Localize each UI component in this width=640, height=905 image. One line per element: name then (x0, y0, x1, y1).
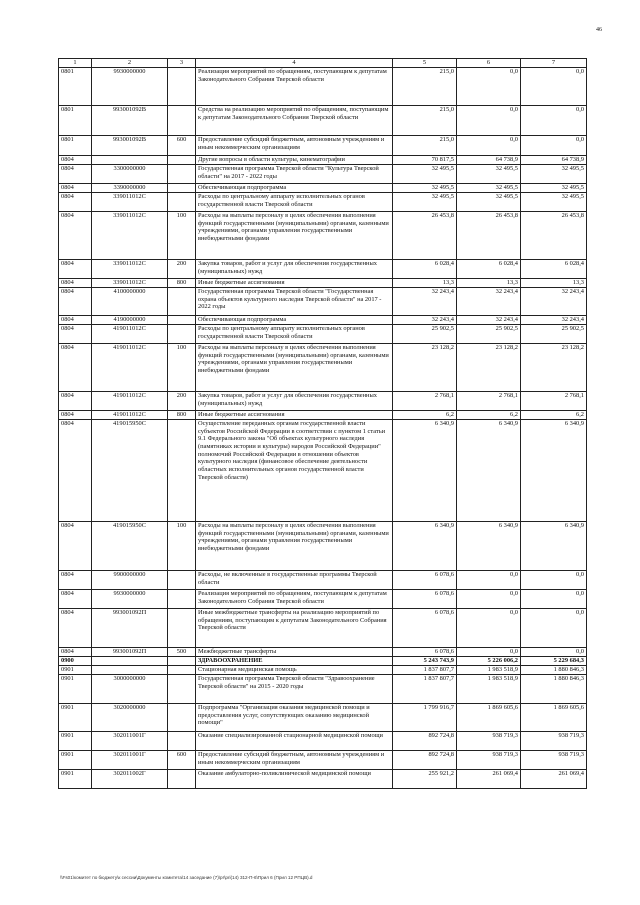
amount-year2-cell: 13,3 (457, 279, 521, 288)
description-cell: Расходы, не включенные в государственные программы Тверской области (196, 571, 393, 590)
amount-year1-cell: 892 724,8 (393, 751, 457, 770)
table-row (59, 325, 587, 344)
amount-year3-cell: 6 340,9 (521, 420, 587, 522)
expense-type-cell: 800 (168, 279, 196, 288)
amount-year2-cell: 23 128,2 (457, 344, 521, 392)
amount-year2-cell: 1 983 518,9 (457, 666, 521, 675)
amount-year1-cell: 5 243 743,9 (393, 657, 457, 666)
expense-type-cell (168, 68, 196, 106)
section-code-cell: 0801 (59, 136, 92, 156)
description-cell: Предоставление субсидий бюджетным, автономным учреждениям и иным некоммерческим организациям (196, 136, 393, 156)
column-header: 6 (457, 59, 521, 68)
target-article-cell: 9900000000 (92, 571, 168, 590)
column-header: 7 (521, 59, 587, 68)
amount-year2-cell: 0,0 (457, 648, 521, 657)
amount-year2-cell: 32 495,5 (457, 193, 521, 212)
table-row (59, 344, 587, 392)
amount-year2-cell: 0,0 (457, 136, 521, 156)
target-article-cell: 339011012С (92, 260, 168, 279)
expense-type-cell (168, 325, 196, 344)
amount-year3-cell: 26 453,8 (521, 212, 587, 260)
amount-year2-cell: 938 719,3 (457, 751, 521, 770)
amount-year1-cell: 215,0 (393, 68, 457, 106)
budget-table (58, 58, 587, 789)
expense-type-cell: 600 (168, 751, 196, 770)
section-code-cell: 0804 (59, 590, 92, 609)
amount-year1-cell: 2 768,1 (393, 392, 457, 411)
amount-year3-cell: 0,0 (521, 648, 587, 657)
amount-year2-cell: 1 983 518,9 (457, 675, 521, 704)
target-article-cell: 9930000000 (92, 68, 168, 106)
amount-year1-cell: 6 078,6 (393, 590, 457, 609)
expense-type-cell: 600 (168, 136, 196, 156)
column-header: 2 (92, 59, 168, 68)
column-header: 4 (196, 59, 393, 68)
column-header: 3 (168, 59, 196, 68)
section-code-cell: 0804 (59, 325, 92, 344)
section-code-cell: 0804 (59, 156, 92, 165)
table-row (59, 657, 587, 666)
description-cell: Иные бюджетные ассигнования (196, 279, 393, 288)
section-code-cell: 0804 (59, 411, 92, 420)
section-code-cell: 0804 (59, 288, 92, 316)
section-code-cell: 0804 (59, 344, 92, 392)
amount-year3-cell: 1 880 846,3 (521, 675, 587, 704)
expense-type-cell: 100 (168, 522, 196, 571)
amount-year3-cell: 0,0 (521, 609, 587, 648)
target-article-cell: 419011012С (92, 325, 168, 344)
amount-year2-cell: 938 719,3 (457, 732, 521, 751)
amount-year3-cell: 6 028,4 (521, 260, 587, 279)
amount-year3-cell: 0,0 (521, 68, 587, 106)
amount-year1-cell: 1 837 807,7 (393, 666, 457, 675)
description-cell: Расходы на выплаты персоналу в целях обеспечения выполнения функций государственными (муниципальными) органами, казенными учреждениями, органами управления государственными внебюджетными фондами (196, 344, 393, 392)
section-code-cell: 0804 (59, 648, 92, 657)
column-header: 5 (393, 59, 457, 68)
amount-year3-cell: 0,0 (521, 136, 587, 156)
amount-year3-cell: 23 128,2 (521, 344, 587, 392)
amount-year1-cell: 1 837 807,7 (393, 675, 457, 704)
table-row (59, 288, 587, 316)
amount-year1-cell: 13,3 (393, 279, 457, 288)
amount-year3-cell: 0,0 (521, 571, 587, 590)
amount-year1-cell: 6 078,6 (393, 609, 457, 648)
table-row (59, 666, 587, 675)
description-cell: Иные межбюджетные трансферты на реализацию мероприятий по обращениям, поступающим к депутатам Законодательного Собрания Тверской области (196, 609, 393, 648)
description-cell: Межбюджетные трансферты (196, 648, 393, 657)
target-article-cell: 3300000000 (92, 165, 168, 184)
amount-year2-cell: 6 340,9 (457, 420, 521, 522)
amount-year2-cell: 64 738,9 (457, 156, 521, 165)
target-article-cell: 4190000000 (92, 316, 168, 325)
table-row (59, 184, 587, 193)
target-article-cell: 419015950С (92, 420, 168, 522)
amount-year3-cell: 6 340,9 (521, 522, 587, 571)
expense-type-cell: 200 (168, 260, 196, 279)
section-code-cell: 0901 (59, 666, 92, 675)
expense-type-cell (168, 420, 196, 522)
amount-year3-cell: 64 738,9 (521, 156, 587, 165)
target-article-cell: 993001092В (92, 106, 168, 136)
target-article-cell: 993001092П (92, 648, 168, 657)
section-code-cell: 0804 (59, 316, 92, 325)
table-row (59, 279, 587, 288)
amount-year2-cell: 6,2 (457, 411, 521, 420)
expense-type-cell (168, 666, 196, 675)
table-row (59, 770, 587, 789)
target-article-cell: 3000000000 (92, 675, 168, 704)
amount-year1-cell: 215,0 (393, 136, 457, 156)
target-article-cell: 9930000000 (92, 590, 168, 609)
expense-type-cell (168, 106, 196, 136)
description-cell: Закупка товаров, работ и услуг для обеспечения государственных (муниципальных) нужд (196, 260, 393, 279)
amount-year2-cell: 32 243,4 (457, 316, 521, 325)
description-cell: Расходы на выплаты персоналу в целях обеспечения выполнения функций государственными (муниципальными) органами, казенными учреждениями, органами управления государственными внебюджетными фондами (196, 522, 393, 571)
target-article-cell: 3020000000 (92, 704, 168, 732)
expense-type-cell (168, 571, 196, 590)
amount-year1-cell: 1 799 916,7 (393, 704, 457, 732)
amount-year1-cell: 215,0 (393, 106, 457, 136)
table-row (59, 648, 587, 657)
target-article-cell: 302011001Г (92, 751, 168, 770)
table-row (59, 392, 587, 411)
expense-type-cell (168, 704, 196, 732)
section-code-cell: 0901 (59, 675, 92, 704)
expense-type-cell: 100 (168, 344, 196, 392)
section-code-cell: 0804 (59, 609, 92, 648)
amount-year3-cell: 32 495,5 (521, 165, 587, 184)
description-cell: Расходы на выплаты персоналу в целях обеспечения выполнения функций государственными (муниципальными) органами, казенными учреждениями, органами управления государственными внебюджетными фондами (196, 212, 393, 260)
table-row (59, 316, 587, 325)
page-number: 46 (596, 27, 602, 33)
amount-year3-cell: 1 869 605,6 (521, 704, 587, 732)
target-article-cell: 3390000000 (92, 184, 168, 193)
table-row (59, 260, 587, 279)
table-row (59, 751, 587, 770)
amount-year1-cell: 32 495,5 (393, 193, 457, 212)
target-article-cell: 419011012С (92, 392, 168, 411)
table-row (59, 590, 587, 609)
amount-year2-cell: 0,0 (457, 609, 521, 648)
table-row (59, 212, 587, 260)
amount-year3-cell: 5 229 684,3 (521, 657, 587, 666)
amount-year3-cell: 25 902,5 (521, 325, 587, 344)
description-cell: Государственная программа Тверской области "Культура Тверской области" на 2017 - 2022 годы (196, 165, 393, 184)
section-code-cell: 0804 (59, 279, 92, 288)
amount-year1-cell: 32 243,4 (393, 316, 457, 325)
table-row (59, 522, 587, 571)
amount-year3-cell: 938 719,3 (521, 751, 587, 770)
column-header: 1 (59, 59, 92, 68)
description-cell: Другие вопросы в области культуры, кинематографии (196, 156, 393, 165)
description-cell: Расходы по центральному аппарату исполнительных органов государственной власти Тверской области (196, 193, 393, 212)
target-article-cell: 419011012С (92, 411, 168, 420)
amount-year1-cell: 6,2 (393, 411, 457, 420)
amount-year2-cell: 6 028,4 (457, 260, 521, 279)
description-cell: Государственная программа Тверской области "Здравоохранение Тверской области" на 2015 - 2020 годы (196, 675, 393, 704)
amount-year1-cell: 892 724,8 (393, 732, 457, 751)
amount-year1-cell: 25 902,5 (393, 325, 457, 344)
amount-year2-cell: 32 243,4 (457, 288, 521, 316)
section-code-cell: 0801 (59, 68, 92, 106)
table-row (59, 609, 587, 648)
description-cell: Расходы по центральному аппарату исполнительных органов государственной власти Тверской области (196, 325, 393, 344)
section-code-cell: 0901 (59, 751, 92, 770)
section-code-cell: 0901 (59, 770, 92, 789)
expense-type-cell (168, 657, 196, 666)
amount-year1-cell: 32 243,4 (393, 288, 457, 316)
section-code-cell: 0804 (59, 392, 92, 411)
target-article-cell: 419011012С (92, 344, 168, 392)
section-code-cell: 0804 (59, 260, 92, 279)
description-cell: Обеспечивающая подпрограмма (196, 316, 393, 325)
amount-year2-cell: 261 069,4 (457, 770, 521, 789)
table-row (59, 732, 587, 751)
section-code-cell: 0804 (59, 193, 92, 212)
table-row (59, 571, 587, 590)
amount-year2-cell: 5 226 006,2 (457, 657, 521, 666)
amount-year2-cell: 6 340,9 (457, 522, 521, 571)
section-code-cell: 0804 (59, 165, 92, 184)
description-cell: Средства на реализацию мероприятий по обращениям, поступающим к депутатам Законодательного Собрания Тверской области (196, 106, 393, 136)
amount-year3-cell: 2 768,1 (521, 392, 587, 411)
target-article-cell: 4100000000 (92, 288, 168, 316)
target-article-cell: 302011002Г (92, 770, 168, 789)
target-article-cell: 993001092П (92, 609, 168, 648)
table-row (59, 704, 587, 732)
amount-year2-cell: 32 495,5 (457, 184, 521, 193)
table-row (59, 411, 587, 420)
amount-year3-cell: 938 719,3 (521, 732, 587, 751)
description-cell: Подпрограмма "Организация оказания медицинской помощи и предоставления услуг, сопутствующих оказанию медицинской помощи" (196, 704, 393, 732)
amount-year1-cell: 70 817,5 (393, 156, 457, 165)
target-article-cell: 339011012С (92, 279, 168, 288)
amount-year2-cell: 1 869 605,6 (457, 704, 521, 732)
section-code-cell: 0801 (59, 106, 92, 136)
description-cell: Иные бюджетные ассигнования (196, 411, 393, 420)
amount-year2-cell: 26 453,8 (457, 212, 521, 260)
amount-year1-cell: 32 495,5 (393, 165, 457, 184)
expense-type-cell: 800 (168, 411, 196, 420)
expense-type-cell (168, 675, 196, 704)
section-code-cell: 0804 (59, 184, 92, 193)
description-cell: Стационарная медицинская помощь (196, 666, 393, 675)
expense-type-cell (168, 184, 196, 193)
amount-year1-cell: 6 340,9 (393, 420, 457, 522)
amount-year2-cell: 32 495,5 (457, 165, 521, 184)
expense-type-cell (168, 732, 196, 751)
description-cell: Закупка товаров, работ и услуг для обеспечения государственных (муниципальных) нужд (196, 392, 393, 411)
amount-year3-cell: 32 243,4 (521, 288, 587, 316)
description-cell: ЗДРАВООХРАНЕНИЕ (196, 657, 393, 666)
amount-year3-cell: 261 069,4 (521, 770, 587, 789)
amount-year3-cell: 32 495,5 (521, 184, 587, 193)
expense-type-cell: 200 (168, 392, 196, 411)
description-cell: Обеспечивающая подпрограмма (196, 184, 393, 193)
section-code-cell: 0901 (59, 704, 92, 732)
expense-type-cell (168, 156, 196, 165)
table-header-row (59, 59, 587, 68)
expense-type-cell: 500 (168, 648, 196, 657)
description-cell: Осуществление переданных органам государственной власти субъектов Российской Федерации в соответствии с пунктом 1 статьи 9.1 Федерального закона "Об объектах культурного наследия (памятниках истории и культуры) народов Российской Федерации" полномочий Российской Федерации в отношении объектов культурного наследия (финансовое обеспечение деятельности областных исполнительных органов государственной власти Тверской области) (196, 420, 393, 522)
description-cell: Реализация мероприятий по обращениям, поступающим к депутатам Законодательного Собрания Тверской области (196, 590, 393, 609)
target-article-cell (92, 657, 168, 666)
section-code-cell: 0901 (59, 732, 92, 751)
amount-year2-cell: 0,0 (457, 571, 521, 590)
description-cell: Государственная программа Тверской области "Государственная охрана объектов культурного наследия Тверской области" на 2017 - 2022 годы (196, 288, 393, 316)
amount-year1-cell: 255 921,2 (393, 770, 457, 789)
amount-year3-cell: 13,3 (521, 279, 587, 288)
amount-year2-cell: 0,0 (457, 590, 521, 609)
expense-type-cell (168, 193, 196, 212)
target-article-cell: 993001092В (92, 136, 168, 156)
amount-year2-cell: 2 768,1 (457, 392, 521, 411)
amount-year1-cell: 6 078,6 (393, 571, 457, 590)
amount-year1-cell: 26 453,8 (393, 212, 457, 260)
table-row (59, 193, 587, 212)
section-code-cell: 0804 (59, 420, 92, 522)
amount-year3-cell: 32 243,4 (521, 316, 587, 325)
amount-year3-cell: 6,2 (521, 411, 587, 420)
expense-type-cell (168, 316, 196, 325)
file-path-footer: \\Fs01\комитет по бюджету\к сессии\Документы комитета\14 заседание (7)\pr\pri(14) 312-П-6\Прил 6 (Прил 12 РПЦВ).d (60, 875, 313, 880)
description-cell: Оказание амбулаторно-поликлинической медицинской помощи (196, 770, 393, 789)
target-article-cell: 339011012С (92, 193, 168, 212)
expense-type-cell (168, 590, 196, 609)
section-code-cell: 0804 (59, 571, 92, 590)
amount-year1-cell: 6 028,4 (393, 260, 457, 279)
table-row (59, 136, 587, 156)
expense-type-cell (168, 609, 196, 648)
amount-year3-cell: 0,0 (521, 590, 587, 609)
description-cell: Реализация мероприятий по обращениям, поступающим к депутатам Законодательного Собрания Тверской области (196, 68, 393, 106)
amount-year1-cell: 23 128,2 (393, 344, 457, 392)
expense-type-cell (168, 165, 196, 184)
amount-year1-cell: 6 340,9 (393, 522, 457, 571)
table-row (59, 165, 587, 184)
target-article-cell (92, 156, 168, 165)
table-row (59, 68, 587, 106)
target-article-cell: 302011001Г (92, 732, 168, 751)
expense-type-cell (168, 770, 196, 789)
target-article-cell: 419015950С (92, 522, 168, 571)
amount-year2-cell: 25 902,5 (457, 325, 521, 344)
amount-year3-cell: 32 495,5 (521, 193, 587, 212)
table-row (59, 675, 587, 704)
target-article-cell (92, 666, 168, 675)
table-row (59, 420, 587, 522)
section-code-cell: 0804 (59, 212, 92, 260)
description-cell: Предоставление субсидий бюджетным, автономным учреждениям и иным некоммерческим организациям (196, 751, 393, 770)
section-code-cell: 0804 (59, 522, 92, 571)
expense-type-cell: 100 (168, 212, 196, 260)
target-article-cell: 339011012С (92, 212, 168, 260)
amount-year1-cell: 6 078,6 (393, 648, 457, 657)
description-cell: Оказание специализированной стационарной медицинской помощи (196, 732, 393, 751)
amount-year3-cell: 1 880 846,3 (521, 666, 587, 675)
amount-year2-cell: 0,0 (457, 68, 521, 106)
amount-year1-cell: 32 495,5 (393, 184, 457, 193)
section-code-cell: 0900 (59, 657, 92, 666)
table-row (59, 106, 587, 136)
expense-type-cell (168, 288, 196, 316)
amount-year3-cell: 0,0 (521, 106, 587, 136)
amount-year2-cell: 0,0 (457, 106, 521, 136)
table-row (59, 156, 587, 165)
